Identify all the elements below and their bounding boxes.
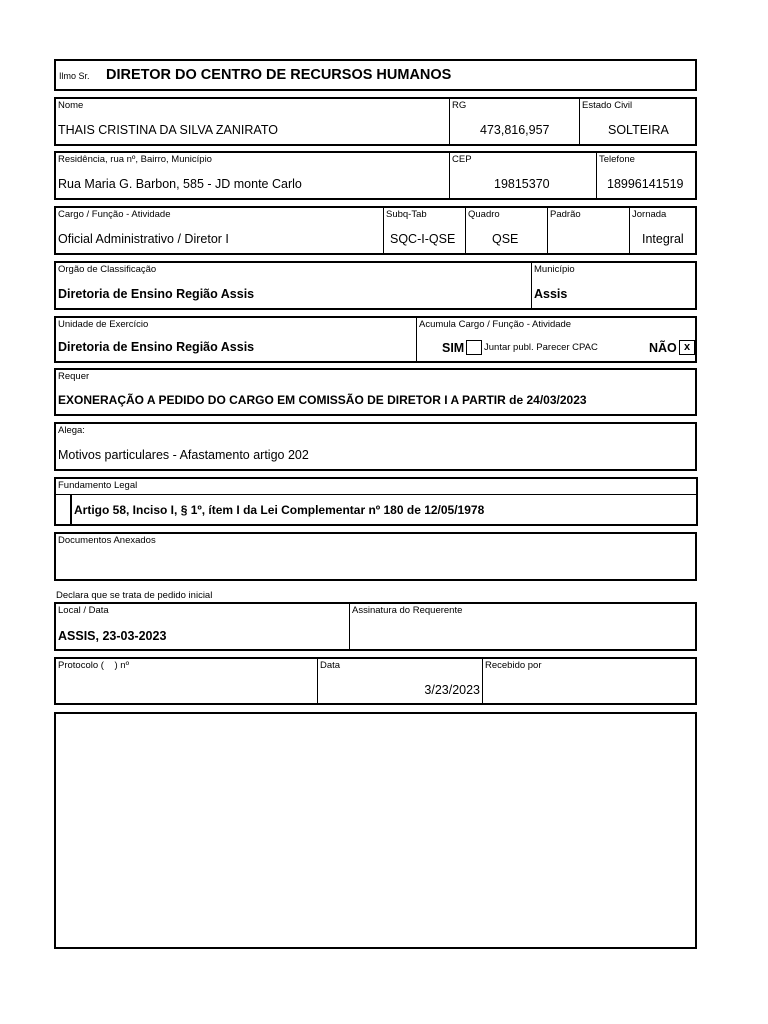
- unidade-field[interactable]: Diretoria de Ensino Região Assis: [58, 340, 255, 354]
- recebido-label: Recebido por: [485, 660, 542, 671]
- observations-box[interactable]: [54, 712, 697, 949]
- subq-field[interactable]: SQC-I-QSE: [390, 232, 456, 246]
- cargo-label: Cargo / Função - Atividade: [58, 209, 171, 220]
- protocolo-label: Protocolo ( ) nº: [58, 660, 130, 671]
- rg-label: RG: [452, 100, 467, 111]
- unidade-cell: [56, 318, 416, 361]
- local-cell: [56, 604, 349, 649]
- cep-cell: [449, 153, 596, 198]
- local-field[interactable]: ASSIS, 23-03-2023: [58, 629, 167, 643]
- orgao-label: Orgão de Classificação: [58, 264, 157, 275]
- sim-checkbox[interactable]: [466, 340, 482, 355]
- nome-cell: [56, 99, 449, 144]
- jornada-cell: [629, 208, 695, 253]
- estado-civil-field[interactable]: SOLTEIRA: [608, 123, 669, 137]
- row-address: [54, 151, 697, 200]
- municipio-field[interactable]: Assis: [534, 287, 568, 301]
- nao-label: NÃO: [649, 341, 677, 355]
- estado-civil-cell: [579, 99, 695, 144]
- telefone-cell: [596, 153, 695, 198]
- orgao-cell: [56, 263, 531, 308]
- rg-field[interactable]: 473,816,957: [480, 123, 550, 137]
- quadro-cell: [465, 208, 547, 253]
- protocolo-cell: [56, 659, 317, 703]
- orgao-field[interactable]: Diretoria de Ensino Região Assis: [58, 287, 255, 301]
- row-identification: [54, 97, 697, 146]
- estado-civil-label: Estado Civil: [582, 100, 633, 111]
- cargo-field[interactable]: Oficial Administrativo / Diretor I: [58, 232, 229, 246]
- nome-field[interactable]: THAIS CRISTINA DA SILVA ZANIRATO: [58, 123, 278, 137]
- data-cell: [317, 659, 482, 703]
- acumula-label: Acumula Cargo / Função - Atividade: [419, 319, 572, 330]
- telefone-label: Telefone: [599, 154, 635, 165]
- quadro-label: Quadro: [468, 209, 500, 220]
- residencia-cell: [56, 153, 449, 198]
- header-box: [54, 59, 697, 91]
- jornada-label: Jornada: [632, 209, 667, 220]
- row-protocolo: [54, 657, 697, 705]
- assinatura-label: Assinatura do Requerente: [352, 605, 463, 616]
- jornada-field[interactable]: Integral: [642, 232, 684, 246]
- nao-checkbox[interactable]: x: [679, 340, 695, 355]
- alega-label: Alega:: [58, 425, 85, 436]
- recebido-cell[interactable]: [482, 659, 695, 703]
- documentos-label: Documentos Anexados: [58, 535, 156, 546]
- page-title: DIRETOR DO CENTRO DE RECURSOS HUMANOS: [106, 67, 452, 83]
- requer-field[interactable]: EXONERAÇÃO A PEDIDO DO CARGO EM COMISSÃO DE DIRETOR I A PARTIR de 24/03/2023: [58, 393, 587, 407]
- alega-box: [54, 422, 697, 471]
- declara-note: Declara que se trata de pedido inicial: [56, 590, 213, 601]
- quadro-field[interactable]: QSE: [492, 232, 519, 246]
- salutation: Ilmo Sr.: [59, 71, 90, 81]
- padrao-cell: [547, 208, 629, 253]
- alega-field[interactable]: Motivos particulares - Afastamento artigo 202: [58, 448, 309, 462]
- data-label: Data: [320, 660, 341, 671]
- fundamento-divider: [56, 494, 696, 495]
- row-orgao: [54, 261, 697, 310]
- fundamento-box: [54, 477, 698, 526]
- cargo-cell: [56, 208, 383, 253]
- row-cargo: [54, 206, 697, 255]
- fundamento-inner-border: [70, 494, 72, 524]
- municipio-cell: [531, 263, 695, 308]
- subq-label: Subq-Tab: [386, 209, 427, 220]
- sim-label: SIM: [442, 341, 465, 355]
- juntar-label: Juntar publ. Parecer CPAC: [484, 342, 598, 353]
- nome-label: Nome: [58, 100, 84, 111]
- row-unidade: [54, 316, 697, 363]
- cep-label: CEP: [452, 154, 472, 165]
- data-field[interactable]: 3/23/2023: [424, 683, 480, 697]
- residencia-field[interactable]: Rua Maria G. Barbon, 585 - JD monte Carlo: [58, 177, 302, 191]
- row-local: [54, 602, 697, 651]
- residencia-label: Residência, rua nº, Bairro, Município: [58, 154, 212, 165]
- padrao-label: Padrão: [550, 209, 581, 220]
- acumula-cell: [416, 318, 695, 361]
- municipio-label: Município: [534, 264, 575, 275]
- local-label: Local / Data: [58, 605, 109, 616]
- unidade-label: Unidade de Exercício: [58, 319, 149, 330]
- cep-field[interactable]: 19815370: [494, 177, 550, 191]
- subq-cell: [383, 208, 465, 253]
- fundamento-field[interactable]: Artigo 58, Inciso I, § 1º, ítem I da Lei Complementar nº 180 de 12/05/1978: [74, 503, 485, 517]
- assinatura-cell[interactable]: [349, 604, 695, 649]
- fundamento-label: Fundamento Legal: [58, 480, 138, 491]
- requer-label: Requer: [58, 371, 90, 382]
- requer-box: [54, 368, 697, 416]
- telefone-field[interactable]: 18996141519: [607, 177, 684, 191]
- rg-cell: [449, 99, 579, 144]
- documentos-box: [54, 532, 697, 581]
